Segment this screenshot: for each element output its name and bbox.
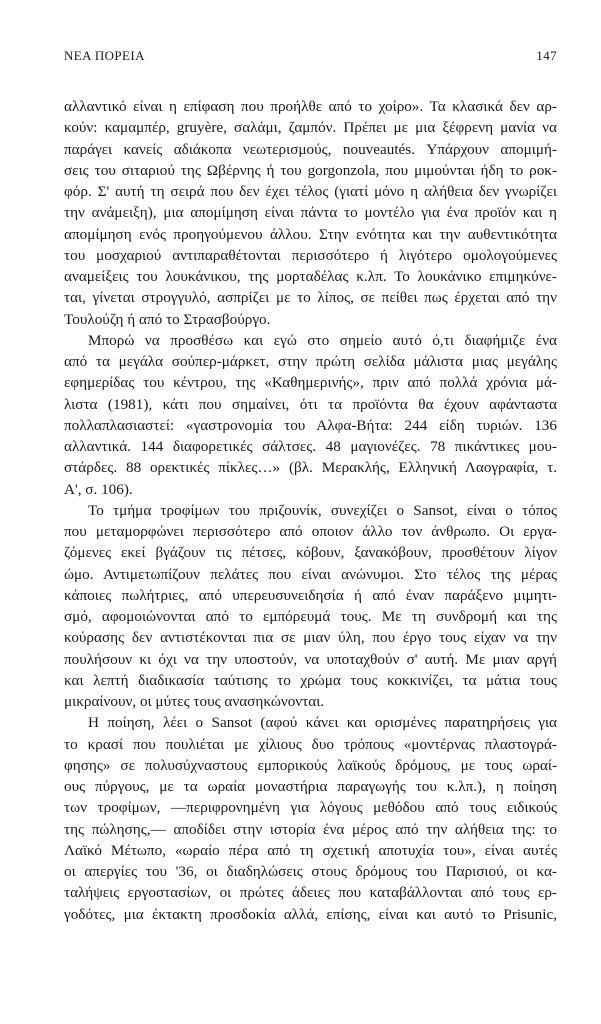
- paragraph: [64, 500, 557, 713]
- text-line: γοδότες, μια έκτακτη προσδοκία αλλά, επίσης, είναι και αυτό το Prisunic,: [64, 905, 557, 923]
- text-line: ζόμενες εκεί βγάζουν τις πέτσες, κόβουν, ξανακόβουν, προσθέτουν λίγον: [64, 544, 557, 562]
- running-title: ΝΕΑ ΠΟΡΕΙΑ: [64, 48, 145, 63]
- text-line: αλλαντικά. 144 διαφορετικές σάλτσες. 48 μαγιονέζες. 78 πικάντικες μου-: [64, 438, 557, 455]
- text-line: του μοσχαριού αντιπαραθέτονται περισσότερο ή λιγότερο ομολογούμενες: [64, 246, 557, 264]
- text-line: απομίμηση ενός προηγούμενου άλλου. Στην ενότητα και την αυθεντικότητα: [64, 225, 557, 243]
- text-line: ους πύργους, με τα ωραία μοναστήρια παραγωγής του κ.λπ.), η ποίηση: [64, 778, 557, 795]
- text-line: αλλαντικό είναι η επίφαση που προήλθε από το χοίρο». Τα κλασικά δεν αρ-: [64, 98, 557, 115]
- page-number: 147: [536, 48, 557, 63]
- text-line: κούρασης δεν αντιστέκονται πια σε μιαν ύλη, που έργο τους είχαν να την: [64, 629, 557, 647]
- text-line: οι απεργίες του '36, οι διαδηλώσεις στους δρόμους του Παρισιού, οι κα-: [64, 863, 557, 880]
- text-line: σεις του σιταριού της Ωβέρνης ή του gorgonzola, που μιμούνται ήδη το ροκ-: [64, 161, 557, 179]
- text-line: Η ποίηση, λέει ο Sansot (αφού κάνει και ορισμένες παρατηρήσεις για: [88, 714, 557, 732]
- text-line: πολλαπλασιαστεί: «γαστρονομία του Αλφα-Βήτα: 244 είδη τυριών. 136: [64, 416, 557, 434]
- text-line: της πώλησης,— αποδίδει στην ιστορία ένα μέρος από την αλήθεια της: το: [64, 820, 557, 838]
- text-line: μικραίνουν, οι μύτες τους ανασηκώνονται.: [64, 693, 325, 710]
- text-line: Λαϊκό Μέτωπο, «ωραίο πέρα από τη σχετική αποτυχία του», είναι αυτές: [64, 841, 557, 859]
- text-line: των τροφίμων, —περιφρονημένη για λόγους μεθόδου από τους ειδικούς: [64, 799, 557, 817]
- text-line: και λεπτή διαδικασία ταύτισης το χρώμα τους κοκκινίζει, τα μάτια τους: [64, 671, 557, 689]
- text-line: κούν: καμαμπέρ, gruyère, σαλάμι, ζαμπόν. Πρέπει με μια ξέφρενη μανία να: [64, 119, 557, 137]
- text-line: φόρ. Σ' αυτή τη σειρά που δεν έχει τέλος (γιατί μόνο η αλήθεια δεν γνωρίζει: [64, 183, 557, 200]
- body-text: [64, 96, 557, 925]
- text-line: Το τμήμα τροφίμων του πριζουνίκ, συνεχίζει ο Sansot, είναι ο τόπος: [88, 501, 557, 519]
- text-line: ταλήψεις εργοστασίων, οι πρώτες άδειες που καταβάλλονται από τους ερ-: [64, 884, 557, 902]
- text-line: σμό, αφομοιώνονται από το εμπόρευμά τους. Με τη συνδρομή και της: [64, 608, 557, 625]
- text-line: από τα μεγάλα σούπερ-μάρκετ, στην πρώτη σελίδα μάλιστα μιας μεγάλης: [64, 353, 557, 370]
- text-line: εφημερίδας του κέντρου, της «Καθημερινής», πριν από πολλά χρόνια μά-: [64, 374, 557, 392]
- text-line: την ανάμειξη), μια απομίμηση είναι πάντα το μοντέλο για ένα προϊόν και η: [64, 204, 557, 222]
- paragraph: [64, 96, 557, 330]
- text-line: φησης» σε πολυσύχναστους εμπορικούς λαϊκούς δρόμους, με τους ωραί-: [64, 756, 557, 774]
- text-line: αναμείξεις του λουκάνικου, της μορταδέλας κ.λπ. Το λουκάνικο επιμηκύνε-: [64, 268, 557, 285]
- running-header: [64, 48, 557, 68]
- text-line: Τουλούζη ή από το Στρασβούργο.: [64, 310, 271, 328]
- text-line: Μπορώ να προσθέσω και εγώ στο σημείο αυτό ό,τι διαφήμιζε ένα: [88, 331, 557, 349]
- paragraph: [64, 330, 557, 500]
- text-line: Α', σ. 106).: [64, 480, 133, 498]
- text-line: το κρασί που πουλιέται με χίλιους δυο τρόπους «μοντέρνας πλαστογρά-: [64, 735, 557, 753]
- text-line: στάρδες. 88 ορεκτικές πίκλες…» (βλ. Μερακλής, Ελληνική Λαογραφία, τ.: [64, 459, 557, 477]
- text-line: λιστα (1981), κάτι που σημαίνει, ότι τα προϊόντα θα έχουν αφάνταστα: [64, 395, 557, 413]
- text-line: πουλήσουν κι όχι να την υποστούν, να υποταχθούν σ' αυτή. Με μιαν αργή: [64, 650, 557, 668]
- paragraph: [64, 712, 557, 925]
- text-line: που μεταμορφώνει περισσότερο από οποιον άλλο τον άνθρωπο. Οι εργα-: [64, 523, 557, 540]
- text-line: παράγει κανείς αδιάκοπα νεωτερισμούς, nouveautés. Υπάρχουν απομιμή-: [64, 140, 557, 158]
- text-line: κάποιες πωλήτριες, από υπερευσυνειδησία ή από έναν παράξενο μιμητι-: [64, 586, 557, 604]
- text-line: ται, γίνεται στρογγυλό, ασπρίζει με το λίπος, σε πείθει πως έρχεται από την: [64, 289, 557, 307]
- text-line: ώμο. Αντιμετωπίζουν πελάτες που είναι ανώνυμοι. Στο τέλος της μέρας: [64, 565, 557, 583]
